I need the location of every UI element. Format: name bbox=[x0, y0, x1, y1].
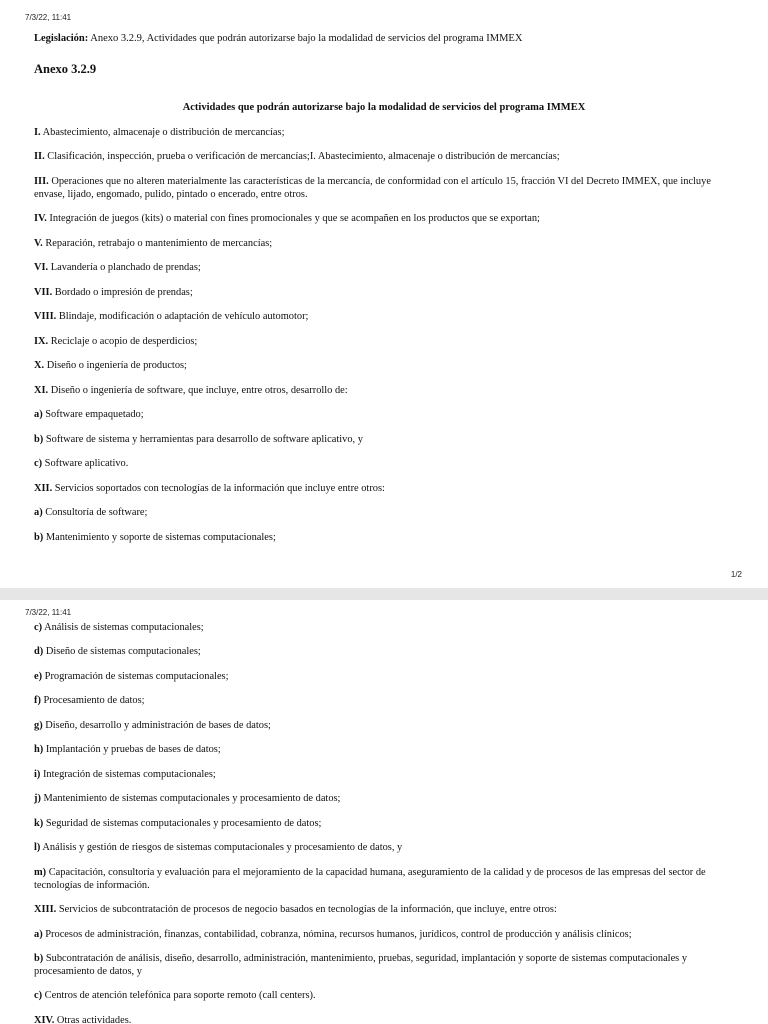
list-item-text: Diseño, desarrollo y administración de bases de datos; bbox=[42, 719, 271, 731]
page-header-date: 7/3/22, 11:41 bbox=[25, 608, 72, 617]
list-item-text: Blindaje, modificación o adaptación de vehículo automotor; bbox=[56, 311, 309, 323]
legislation-text: Anexo 3.2.9, Actividades que podrán autorizarse bajo la modalidad de servicios del programa IMMEX bbox=[88, 33, 523, 44]
list-item-label: e) bbox=[34, 670, 43, 682]
list-item-text: Bordado o impresión de prendas; bbox=[52, 286, 193, 298]
list-item-text: Diseño o ingeniería de productos; bbox=[44, 360, 187, 372]
legislation-label: Legislación: bbox=[34, 33, 89, 44]
legislation-line bbox=[34, 33, 522, 44]
activity-list-page-1 bbox=[34, 127, 734, 556]
list-item-text: Subcontratación de análisis, diseño, desarrollo, administración, mantenimiento, pruebas, seguridad, implantación y soporte de sistemas computacionales y procesamiento de datos, y bbox=[34, 953, 688, 977]
list-item bbox=[34, 532, 734, 545]
list-item-label: VIII. bbox=[34, 311, 57, 323]
annex-title: Anexo 3.2.9 bbox=[34, 62, 97, 76]
list-item bbox=[34, 953, 734, 979]
list-item-label: c) bbox=[34, 622, 43, 633]
page-separator bbox=[0, 588, 768, 600]
list-item-label: c) bbox=[34, 458, 43, 470]
list-item-text: Software de sistema y herramientas para desarrollo de software aplicativo, y bbox=[43, 433, 363, 445]
list-item-text: Diseño de sistemas computacionales; bbox=[43, 646, 201, 658]
list-item bbox=[34, 336, 734, 349]
list-item-label: XI. bbox=[34, 384, 49, 396]
list-item-label: f) bbox=[34, 695, 41, 707]
list-item bbox=[34, 904, 734, 917]
list-item-label: V. bbox=[34, 237, 43, 249]
list-item-label: XIV. bbox=[34, 1014, 55, 1024]
list-item-text: Software empaquetado; bbox=[42, 409, 144, 421]
list-item bbox=[34, 622, 734, 635]
list-item-label: l) bbox=[34, 842, 41, 854]
list-item bbox=[34, 262, 734, 275]
list-item-text: Clasificación, inspección, prueba o verificación de mercancías;I. Abastecimiento, almacenaje o distribución de mercancías; bbox=[44, 151, 560, 163]
section-title: Actividades que podrán autorizarse bajo la modalidad de servicios del programa IMMEX bbox=[182, 102, 586, 113]
list-item bbox=[34, 990, 734, 1003]
list-item-text: Reparación, retrabajo o mantenimiento de mercancías; bbox=[42, 237, 273, 249]
list-item-text: Diseño o ingeniería de software, que incluye, entre otros, desarrollo de: bbox=[48, 384, 348, 396]
list-item bbox=[34, 818, 734, 831]
list-item-label: k) bbox=[34, 817, 44, 829]
list-item bbox=[34, 720, 734, 733]
list-item-text: Análisis y gestión de riesgos de sistemas computacionales y procesamiento de datos, y bbox=[40, 842, 403, 854]
list-item-text: Lavandería o planchado de prendas; bbox=[48, 262, 201, 274]
list-item bbox=[34, 483, 734, 496]
list-item-label: m) bbox=[34, 866, 47, 878]
page-header-date: 7/3/22, 11:41 bbox=[25, 13, 72, 22]
list-item-label: VI. bbox=[34, 262, 49, 274]
list-item-label: X. bbox=[34, 360, 45, 372]
list-item bbox=[34, 151, 734, 164]
list-item-text: Otras actividades. bbox=[54, 1014, 132, 1024]
list-item bbox=[34, 238, 734, 251]
list-item-text: Software aplicativo. bbox=[42, 458, 129, 470]
list-item-label: VII. bbox=[34, 286, 53, 298]
list-item-label: g) bbox=[34, 719, 43, 731]
list-item-label: III. bbox=[34, 175, 49, 187]
list-item bbox=[34, 695, 734, 708]
list-item-text: Seguridad de sistemas computacionales y procesamiento de datos; bbox=[43, 817, 322, 829]
list-item-label: XII. bbox=[34, 482, 53, 494]
list-item bbox=[34, 213, 734, 226]
list-item-label: b) bbox=[34, 433, 44, 445]
list-item bbox=[34, 842, 734, 855]
list-item-label: IX. bbox=[34, 335, 49, 347]
list-item-label: II. bbox=[34, 151, 45, 163]
list-item bbox=[34, 867, 734, 893]
list-item-label: b) bbox=[34, 953, 44, 965]
list-item bbox=[34, 744, 734, 757]
list-item-label: I. bbox=[34, 127, 41, 138]
list-item-label: b) bbox=[34, 531, 44, 543]
list-item-text: Integración de sistemas computacionales; bbox=[40, 768, 216, 780]
list-item-text: Centros de atención telefónica para soporte remoto (call centers). bbox=[42, 990, 316, 1002]
list-item bbox=[34, 127, 734, 140]
list-item bbox=[34, 646, 734, 659]
list-item bbox=[34, 507, 734, 520]
list-item bbox=[34, 360, 734, 373]
activity-list-page-2 bbox=[34, 622, 734, 1024]
list-item bbox=[34, 409, 734, 422]
list-item-label: h) bbox=[34, 744, 44, 756]
list-item-text: Procesos de administración, finanzas, contabilidad, cobranza, nómina, recursos humanos, jurídicos, control de producción y análisis clínicos; bbox=[42, 928, 632, 940]
page-number: 1/2 bbox=[730, 570, 742, 579]
list-item bbox=[34, 793, 734, 806]
list-item-text: Mantenimiento y soporte de sistemas computacionales; bbox=[43, 531, 276, 543]
list-item-text: Procesamiento de datos; bbox=[40, 695, 145, 707]
list-item-text: Mantenimiento de sistemas computacionales y procesamiento de datos; bbox=[40, 793, 341, 805]
list-item-label: a) bbox=[34, 409, 43, 421]
list-item-text: Implantación y pruebas de bases de datos; bbox=[43, 744, 221, 756]
list-item-label: i) bbox=[34, 768, 41, 780]
list-item-text: Consultoría de software; bbox=[42, 507, 148, 519]
document-page-2 bbox=[0, 600, 768, 1024]
list-item-label: c) bbox=[34, 990, 43, 1002]
list-item-label: a) bbox=[34, 507, 43, 519]
list-item bbox=[34, 1015, 734, 1024]
list-item bbox=[34, 458, 734, 471]
list-item-text: Integración de juegos (kits) o material con fines promocionales y que se acompañen en los productos que se exportan; bbox=[46, 213, 540, 225]
list-item-label: a) bbox=[34, 928, 43, 940]
list-item-text: Operaciones que no alteren materialmente las características de la mercancía, de conformidad con el artículo 15, fracción VI del Decreto IMMEX, que incluye envase, lijado, engomado, pulido, pintado o encerado, entre otros. bbox=[34, 175, 711, 200]
list-item bbox=[34, 176, 734, 202]
list-item bbox=[34, 385, 734, 398]
list-item-label: IV. bbox=[34, 213, 47, 225]
list-item-text: Abastecimiento, almacenaje o distribución de mercancías; bbox=[40, 127, 285, 138]
list-item bbox=[34, 769, 734, 782]
list-item bbox=[34, 434, 734, 447]
list-item bbox=[34, 929, 734, 942]
list-item-label: j) bbox=[34, 793, 41, 805]
list-item bbox=[34, 311, 734, 324]
list-item bbox=[34, 671, 734, 684]
list-item-text: Servicios soportados con tecnologías de la información que incluye entre otros: bbox=[52, 482, 385, 494]
list-item bbox=[34, 287, 734, 300]
list-item-text: Análisis de sistemas computacionales; bbox=[42, 622, 204, 633]
list-item-label: XIII. bbox=[34, 904, 57, 916]
list-item-text: Programación de sistemas computacionales; bbox=[42, 670, 229, 682]
list-item-text: Reciclaje o acopio de desperdicios; bbox=[48, 335, 198, 347]
list-item-text: Servicios de subcontratación de procesos de negocio basados en tecnologías de la información, que incluye, entre otros: bbox=[56, 904, 557, 916]
list-item-label: d) bbox=[34, 646, 44, 658]
list-item-text: Capacitación, consultoría y evaluación para el mejoramiento de la capacidad humana, aseguramiento de la calidad y de procesos de las empresas del sector de tecnologías de información. bbox=[34, 866, 706, 891]
